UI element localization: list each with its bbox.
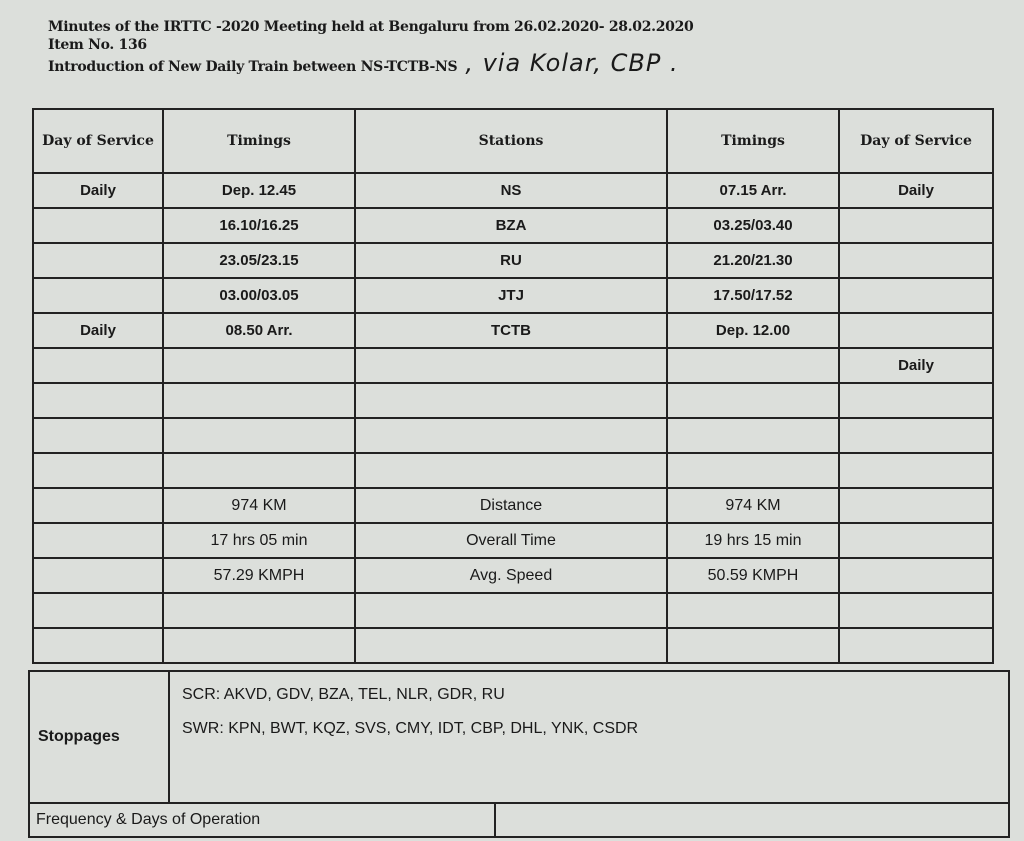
cell-day-left: [33, 348, 163, 383]
cell-timing-right: 21.20/21.30: [667, 243, 839, 278]
table-row: [33, 313, 993, 348]
cell-day-left: [33, 628, 163, 663]
table-row: [33, 558, 993, 593]
table-row: [33, 243, 993, 278]
cell-timing-right: 19 hrs 15 min: [667, 523, 839, 558]
table-row: [33, 418, 993, 453]
cell-timing-left: [163, 348, 355, 383]
cell-timing-right: Dep. 12.00: [667, 313, 839, 348]
cell-timing-right: [667, 628, 839, 663]
minutes-title: Minutes of the IRTTC -2020 Meeting held at Bengaluru from 26.02.2020- 28.02.2020: [48, 19, 694, 35]
cell-day-left: [33, 208, 163, 243]
introduction-line: [48, 49, 988, 77]
header-day-of-service-right: Day of Service: [839, 109, 993, 173]
table-row: [33, 383, 993, 418]
cell-timing-right: 50.59 KMPH: [667, 558, 839, 593]
cell-day-right: [839, 418, 993, 453]
header-timings-right: Timings: [667, 109, 839, 173]
cell-day-left: [33, 523, 163, 558]
cell-day-right: [839, 628, 993, 663]
cell-timing-left: 57.29 KMPH: [163, 558, 355, 593]
cell-day-right: [839, 313, 993, 348]
table-row: [33, 628, 993, 663]
item-number: Item No. 136: [48, 37, 147, 53]
cell-station: [355, 383, 667, 418]
cell-station: RU: [355, 243, 667, 278]
stoppages-table: [28, 670, 1010, 838]
cell-day-right: [839, 278, 993, 313]
cell-day-right: [839, 208, 993, 243]
cell-station: TCTB: [355, 313, 667, 348]
cell-timing-left: 08.50 Arr.: [163, 313, 355, 348]
table-row: [33, 488, 993, 523]
cell-timing-right: [667, 593, 839, 628]
cell-station: [355, 593, 667, 628]
header-stations: Stations: [355, 109, 667, 173]
table-row: [33, 523, 993, 558]
cell-station: Distance: [355, 488, 667, 523]
stoppages-list: [169, 671, 1009, 803]
cell-day-right: [839, 488, 993, 523]
cell-timing-right: [667, 418, 839, 453]
cell-station: Avg. Speed: [355, 558, 667, 593]
cell-timing-right: [667, 348, 839, 383]
cell-timing-left: 23.05/23.15: [163, 243, 355, 278]
frequency-row: [29, 803, 1009, 837]
cell-timing-left: 16.10/16.25: [163, 208, 355, 243]
cell-timing-left: 03.00/03.05: [163, 278, 355, 313]
timetable: [32, 108, 994, 664]
frequency-value: [495, 803, 1009, 837]
introduction-text: Introduction of New Daily Train between NS-TCTB-NS: [48, 59, 458, 75]
cell-station: NS: [355, 173, 667, 208]
cell-timing-left: [163, 628, 355, 663]
cell-station: [355, 348, 667, 383]
swr-stoppages: SWR: KPN, BWT, KQZ, SVS, CMY, IDT, CBP, DHL, YNK, CSDR: [182, 720, 639, 737]
cell-day-left: [33, 453, 163, 488]
cell-station: [355, 628, 667, 663]
stoppages-row: [29, 671, 1009, 803]
cell-timing-right: 03.25/03.40: [667, 208, 839, 243]
header-timings-left: Timings: [163, 109, 355, 173]
stoppages-label: Stoppages: [29, 671, 169, 803]
cell-timing-left: Dep. 12.45: [163, 173, 355, 208]
cell-timing-left: [163, 593, 355, 628]
table-row: [33, 208, 993, 243]
cell-day-right: [839, 453, 993, 488]
cell-timing-right: 07.15 Arr.: [667, 173, 839, 208]
cell-day-left: [33, 383, 163, 418]
cell-day-right: [839, 243, 993, 278]
cell-day-right: Daily: [839, 348, 993, 383]
cell-day-right: [839, 558, 993, 593]
cell-day-left: [33, 593, 163, 628]
cell-timing-right: [667, 383, 839, 418]
cell-day-left: Daily: [33, 173, 163, 208]
cell-day-left: [33, 243, 163, 278]
cell-timing-right: [667, 453, 839, 488]
cell-timing-right: 17.50/17.52: [667, 278, 839, 313]
cell-timing-left: [163, 418, 355, 453]
table-row: [33, 173, 993, 208]
scr-stoppages: SCR: AKVD, GDV, BZA, TEL, NLR, GDR, RU: [182, 686, 505, 703]
cell-timing-right: 974 KM: [667, 488, 839, 523]
cell-station: BZA: [355, 208, 667, 243]
cell-timing-left: [163, 383, 355, 418]
table-row: [33, 593, 993, 628]
cell-day-right: Daily: [839, 173, 993, 208]
cell-day-right: [839, 593, 993, 628]
cell-station: [355, 418, 667, 453]
cell-timing-left: 17 hrs 05 min: [163, 523, 355, 558]
table-row: [33, 348, 993, 383]
cell-station: JTJ: [355, 278, 667, 313]
cell-day-left: [33, 558, 163, 593]
cell-day-left: [33, 488, 163, 523]
handwritten-note: , via Kolar, CBP .: [465, 49, 679, 77]
cell-day-left: Daily: [33, 313, 163, 348]
cell-day-left: [33, 278, 163, 313]
header-day-of-service-left: Day of Service: [33, 109, 163, 173]
cell-day-left: [33, 418, 163, 453]
table-row: [33, 453, 993, 488]
timetable-header-row: [33, 109, 993, 173]
frequency-label: Frequency & Days of Operation: [29, 803, 495, 837]
cell-timing-left: [163, 453, 355, 488]
cell-day-right: [839, 523, 993, 558]
cell-timing-left: 974 KM: [163, 488, 355, 523]
cell-day-right: [839, 383, 993, 418]
cell-station: Overall Time: [355, 523, 667, 558]
table-row: [33, 278, 993, 313]
timetable-body: [33, 173, 993, 663]
document-header: [48, 18, 988, 76]
cell-station: [355, 453, 667, 488]
